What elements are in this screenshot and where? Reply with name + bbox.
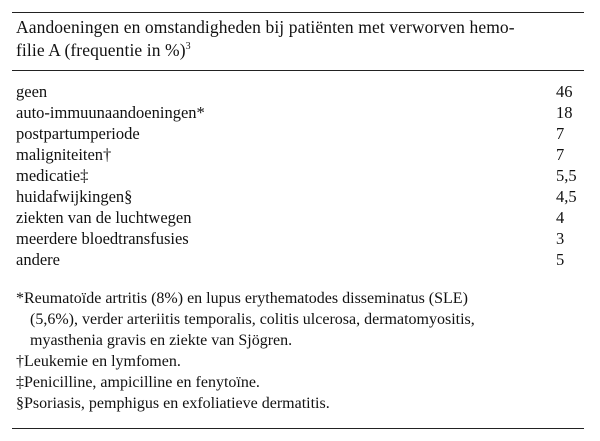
row-value: 5: [556, 250, 565, 269]
row-value: 7: [556, 124, 565, 143]
footnote-skin: §Psoriasis, pemphigus en exfoliatieve dermatitis.: [16, 395, 330, 412]
row-label: huidafwijkingen§: [16, 187, 133, 206]
table-row: [16, 123, 582, 144]
table-bottom-rule: [12, 428, 584, 429]
row-label: geen: [16, 82, 48, 101]
table-row: [16, 249, 582, 270]
row-label: andere: [16, 250, 60, 269]
title-reference-number: 3: [185, 41, 191, 53]
row-value: 5,5: [556, 166, 577, 185]
row-label: meerdere bloedtransfusies: [16, 229, 189, 248]
row-value: 4,5: [556, 187, 577, 206]
footnote-autoimmune-line-3: myasthenia gravis en ziekte van Sjögren.: [30, 332, 293, 349]
table-body: [16, 81, 582, 270]
row-value: 7: [556, 145, 565, 164]
table-title-line-2: filie A (frequentie in %): [16, 40, 186, 60]
table-row: [16, 186, 582, 207]
footnote-medication: ‡Penicilline, ampicilline en fenytoïne.: [16, 374, 260, 391]
row-label: postpartumperiode: [16, 124, 140, 143]
table-footnotes: [16, 288, 586, 414]
footnote-autoimmune: [16, 288, 586, 351]
table-top-rule: [12, 12, 584, 13]
row-label: auto-immuunaandoeningen*: [16, 103, 205, 122]
footnote-malignancies: †Leukemie en lymfomen.: [16, 353, 181, 370]
footnote-autoimmune-line-2: (5,6%), verder arteriitis temporalis, colitis ulcerosa, dermatomyositis,: [30, 311, 475, 328]
table-row: [16, 165, 582, 186]
row-value: 4: [556, 208, 565, 227]
row-label: ziekten van de luchtwegen: [16, 208, 192, 227]
row-value: 3: [556, 229, 565, 248]
table-row: [16, 81, 582, 102]
table-title: [16, 16, 576, 62]
table-header-rule: [12, 70, 584, 71]
table-row: [16, 102, 582, 123]
row-label: medicatie‡: [16, 166, 89, 185]
table-row: [16, 144, 582, 165]
row-label: maligniteiten†: [16, 145, 112, 164]
table-title-line-1: Aandoeningen en omstandigheden bij patiënten met verworven hemo-: [16, 17, 515, 37]
row-value: 46: [556, 82, 573, 101]
table-row: [16, 207, 582, 228]
footnote-autoimmune-line-1: *Reumatoïde artritis (8%) en lupus erythematodes disseminatus (SLE): [16, 290, 468, 307]
row-value: 18: [556, 103, 573, 122]
table-row: [16, 228, 582, 249]
